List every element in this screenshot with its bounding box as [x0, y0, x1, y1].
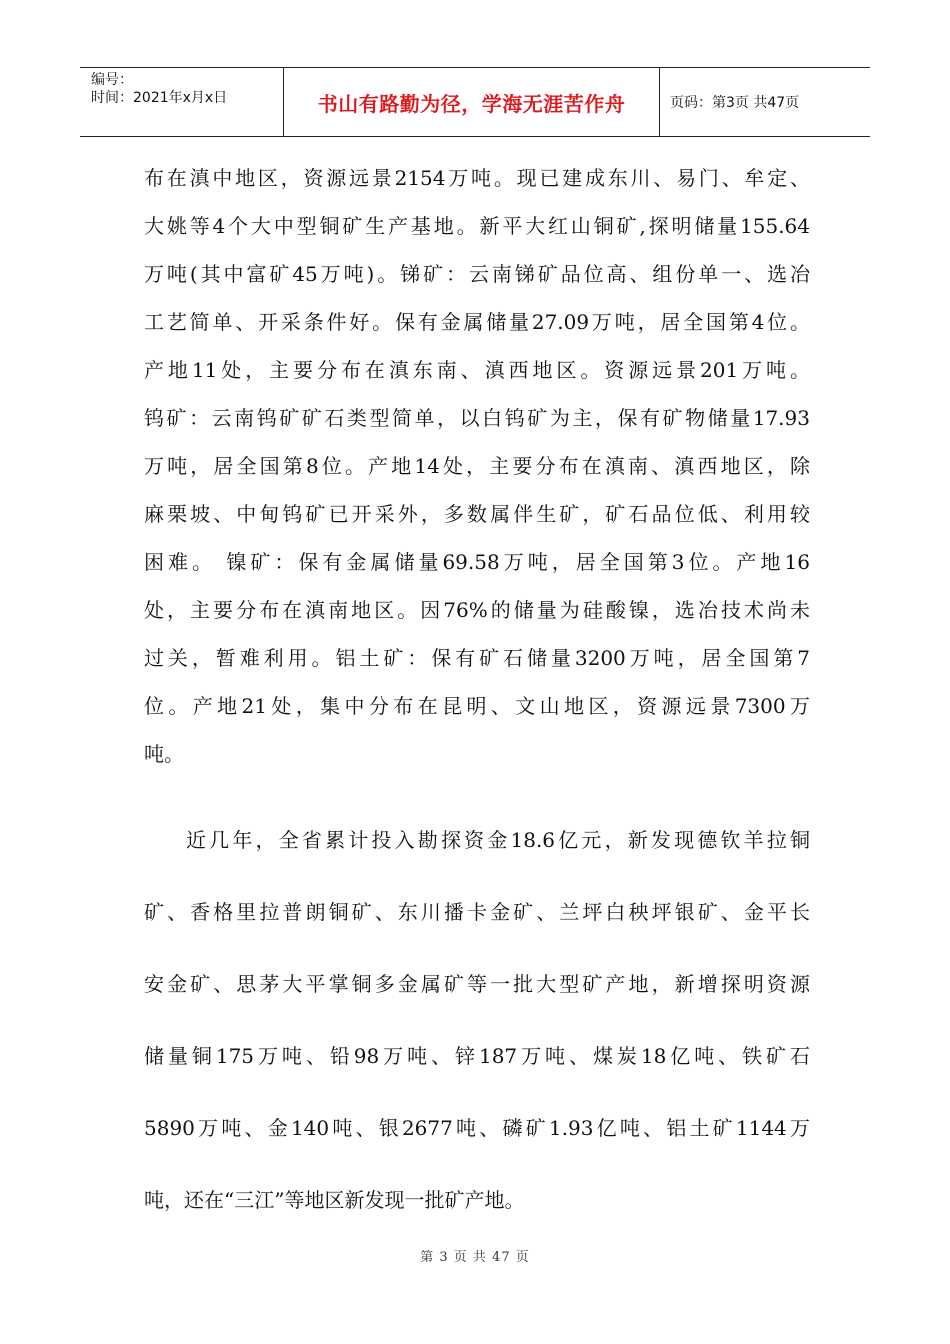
header-page-cell [660, 68, 870, 136]
text-line: 矿、香格里拉普朗铜矿、东川播卡金矿、兰坪白秧坪银矿、金平长 [144, 900, 810, 924]
text-line: 万吨(其中富矿45万吨)。锑矿：云南锑矿品位高、组份单一、选冶 [144, 262, 810, 286]
text-line: 大姚等4个大中型铜矿生产基地。新平大红山铜矿,探明储量155.64 [144, 214, 810, 238]
document-header [80, 67, 870, 137]
text-line: 安金矿、思茅大平掌铜多金属矿等一批大型矿产地，新增探明资源 [144, 972, 810, 996]
text-line: 麻栗坡、中甸钨矿已开采外，多数属伴生矿，矿石品位低、利用较 [144, 502, 810, 526]
text-line: 过关，暂难利用。铝土矿：保有矿石储量3200万吨，居全国第7 [144, 646, 810, 670]
paragraph-exploration [144, 804, 810, 1236]
text-line: 万吨，居全国第8位。产地14处，主要分布在滇南、滇西地区，除 [144, 454, 810, 478]
text-line: 5890万吨、金140吨、银2677吨、磷矿1.93亿吨、铝土矿1144万 [144, 1116, 810, 1140]
date-label: 时间：2021年x月x日 [91, 90, 228, 106]
text-line: 位。产地21处，集中分布在昆明、文山地区，资源远景7300万 [144, 694, 810, 718]
header-motto-cell [284, 68, 660, 136]
text-line: 吨，还在“三江”等地区新发现一批矿产地。 [144, 1188, 525, 1212]
text-line: 工艺简单、开采条件好。保有金属储量27.09万吨，居全国第4位。 [144, 310, 810, 334]
text-line: 布在滇中地区，资源远景2154万吨。现已建成东川、易门、牟定、 [144, 166, 810, 190]
footer-page-number: 第 3 页 共 47 页 [420, 1250, 530, 1265]
text-line: 处，主要分布在滇南地区。因76%的储量为硅酸镍，选冶技术尚未 [144, 598, 810, 622]
number-label: 编号： [91, 72, 133, 88]
text-line: 困难。 镍矿：保有金属储量69.58万吨，居全国第3位。产地16 [144, 550, 810, 574]
text-line: 产地11处，主要分布在滇东南、滇西地区。资源远景201万吨。 [144, 358, 810, 382]
page-footer [0, 1246, 950, 1265]
paragraph-minerals [144, 154, 810, 778]
motto-text: 书山有路勤为径，学海无涯苦作舟 [317, 91, 626, 116]
page-info: 页码：第3页 共47页 [670, 95, 800, 111]
text-line: 储量铜175万吨、铅98万吨、锌187万吨、煤炭18亿吨、铁矿石 [144, 1044, 810, 1068]
text-line: 近几年，全省累计投入勘探资金18.6亿元，新发现德钦羊拉铜 [186, 828, 810, 852]
text-line: 钨矿：云南钨矿矿石类型简单，以白钨矿为主，保有矿物储量17.93 [144, 406, 810, 430]
text-line: 吨。 [144, 742, 184, 766]
header-meta-cell [80, 68, 284, 136]
